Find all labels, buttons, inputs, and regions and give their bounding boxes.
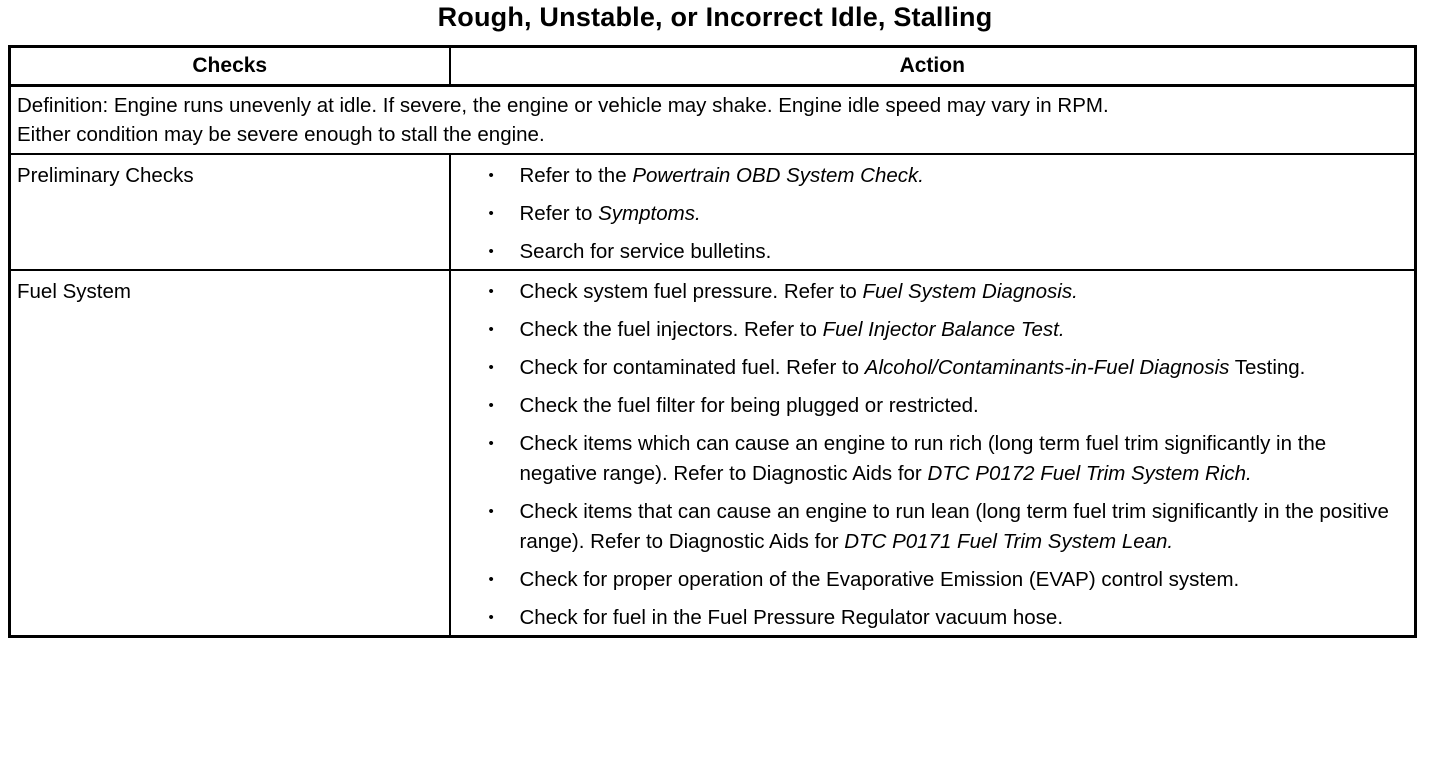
list-item: • Refer to the Powertrain OBD System Check. [479, 161, 1403, 191]
definition-line-1: Definition: Engine runs unevenly at idle. If severe, the engine or vehicle may shake. Engine idle speed may vary in RPM. [17, 94, 1109, 117]
bullet-icon: • [488, 167, 494, 184]
list-item: • Check for contaminated fuel. Refer to Alcohol/Contaminants-in-Fuel Diagnosis Testing. [479, 353, 1403, 383]
header-row [10, 47, 1416, 86]
list-item: • Search for service bulletins. [479, 237, 1403, 267]
definition-row [10, 86, 1416, 155]
reference-link: DTC P0171 Fuel Trim System Lean. [844, 530, 1174, 553]
bullet-icon: • [488, 571, 494, 588]
list-item: • Check items which can cause an engine to run rich (long term fuel trim significantly in the negative range). Refer to Diagnostic Aids for DTC P0172 Fuel Trim System Rich. [479, 429, 1403, 489]
bullet-icon: • [488, 321, 494, 338]
preliminary-action-list [479, 161, 1403, 267]
bullet-icon: • [488, 503, 494, 520]
action-column-header: Action [450, 47, 1416, 86]
reference-link: Fuel System Diagnosis. [862, 280, 1078, 303]
list-item: • Check for proper operation of the Evaporative Emission (EVAP) control system. [479, 565, 1403, 595]
definition-cell [10, 86, 1416, 155]
list-item: • Check the fuel filter for being plugged or restricted. [479, 391, 1403, 421]
bullet-icon: • [488, 243, 494, 260]
diagnostic-table [8, 45, 1417, 638]
bullet-icon: • [488, 435, 494, 452]
bullet-icon: • [488, 205, 494, 222]
page-title: Rough, Unstable, or Incorrect Idle, Stalling [437, 2, 993, 32]
reference-link: Fuel Injector Balance Test. [822, 318, 1065, 341]
list-item: • Check items that can cause an engine to run lean (long term fuel trim significantly in the positive range). Refer to Diagnostic Aids for DTC P0171 Fuel Trim System Lean. [479, 497, 1403, 557]
bullet-icon: • [488, 283, 494, 300]
fuel-system-action-list [479, 277, 1403, 633]
table-row-fuel-system [10, 270, 1416, 637]
reference-link: Alcohol/Contaminants-in-Fuel Diagnosis [864, 356, 1230, 379]
fuel-system-label: Fuel System [10, 270, 450, 637]
fuel-system-actions-cell [450, 270, 1416, 637]
preliminary-checks-label: Preliminary Checks [10, 154, 450, 270]
reference-link: Symptoms. [598, 202, 701, 225]
list-item: • Check for fuel in the Fuel Pressure Regulator vacuum hose. [479, 603, 1403, 633]
preliminary-actions-cell [450, 154, 1416, 270]
reference-link: Powertrain OBD System Check. [632, 164, 924, 187]
list-item: • Check the fuel injectors. Refer to Fuel Injector Balance Test. [479, 315, 1403, 345]
reference-link: DTC P0172 Fuel Trim System Rich. [927, 462, 1252, 485]
table-row-preliminary [10, 154, 1416, 270]
definition-line-2: Either condition may be severe enough to stall the engine. [17, 123, 545, 146]
list-item: • Check system fuel pressure. Refer to Fuel System Diagnosis. [479, 277, 1403, 307]
bullet-icon: • [488, 397, 494, 414]
list-item: • Refer to Symptoms. [479, 199, 1403, 229]
bullet-icon: • [488, 359, 494, 376]
bullet-icon: • [488, 609, 494, 626]
checks-column-header: Checks [10, 47, 450, 86]
